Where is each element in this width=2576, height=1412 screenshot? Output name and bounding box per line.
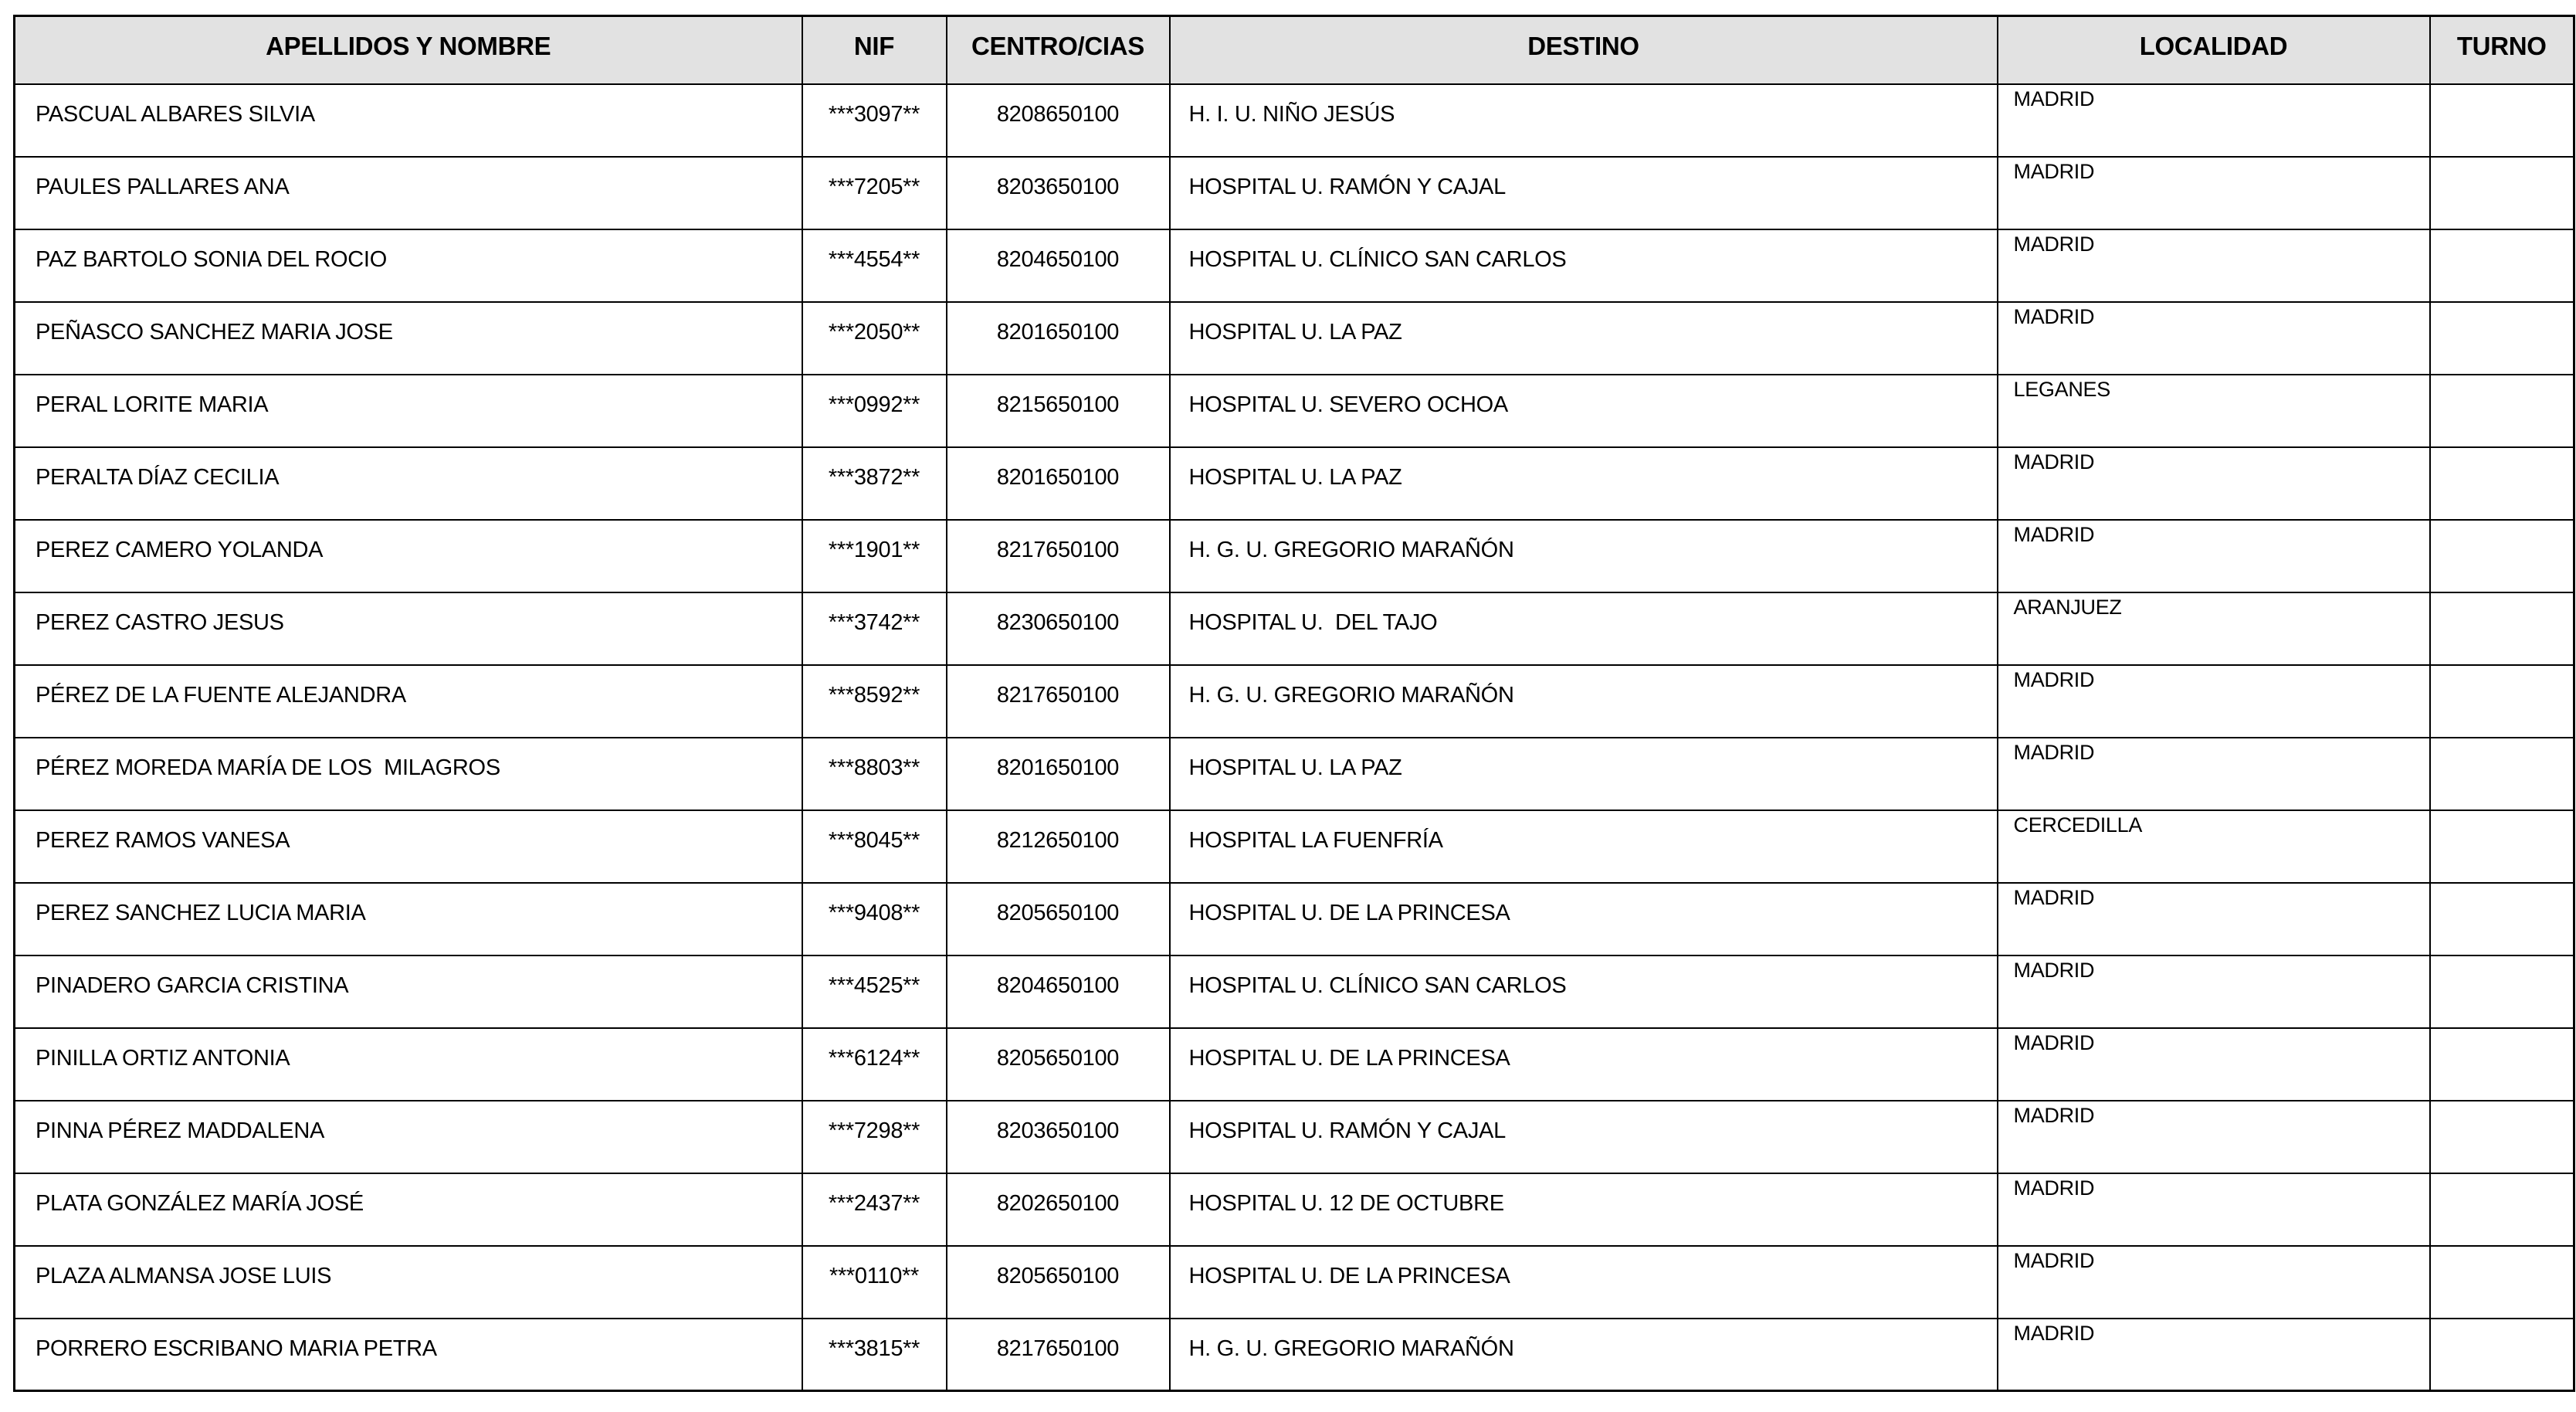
cell-localidad: LEGANES xyxy=(1998,375,2430,447)
cell-destino: HOSPITAL U. SEVERO OCHOA xyxy=(1170,375,1998,447)
cell-nif: ***4525** xyxy=(802,955,947,1028)
cell-centro-cias: 8203650100 xyxy=(947,157,1170,229)
cell-nif: ***0110** xyxy=(802,1246,947,1319)
cell-destino: HOSPITAL U. DE LA PRINCESA xyxy=(1170,1028,1998,1101)
cell-nif: ***9408** xyxy=(802,883,947,955)
cell-apellidos-nombre: PEÑASCO SANCHEZ MARIA JOSE xyxy=(15,302,802,375)
cell-apellidos-nombre: PERALTA DÍAZ CECILIA xyxy=(15,447,802,520)
cell-localidad: MADRID xyxy=(1998,1319,2430,1391)
cell-localidad: MADRID xyxy=(1998,738,2430,810)
cell-apellidos-nombre: PLATA GONZÁLEZ MARÍA JOSÉ xyxy=(15,1173,802,1246)
cell-turno xyxy=(2430,1101,2574,1173)
header-row xyxy=(15,16,2574,84)
table-row xyxy=(15,1246,2574,1319)
table-row xyxy=(15,1101,2574,1173)
table-row xyxy=(15,738,2574,810)
cell-nif: ***2050** xyxy=(802,302,947,375)
cell-apellidos-nombre: PERAL LORITE MARIA xyxy=(15,375,802,447)
cell-localidad: MADRID xyxy=(1998,1173,2430,1246)
table-row xyxy=(15,1173,2574,1246)
cell-nif: ***8592** xyxy=(802,665,947,738)
cell-centro-cias: 8205650100 xyxy=(947,883,1170,955)
table-row xyxy=(15,520,2574,592)
table-row xyxy=(15,592,2574,665)
cell-turno xyxy=(2430,1246,2574,1319)
column-header-turno: TURNO xyxy=(2430,16,2574,84)
table-row xyxy=(15,810,2574,883)
table-row xyxy=(15,302,2574,375)
cell-localidad: MADRID xyxy=(1998,520,2430,592)
cell-localidad: MADRID xyxy=(1998,447,2430,520)
cell-turno xyxy=(2430,665,2574,738)
cell-destino: HOSPITAL U. RAMÓN Y CAJAL xyxy=(1170,1101,1998,1173)
table-row xyxy=(15,1319,2574,1391)
column-header-localidad: LOCALIDAD xyxy=(1998,16,2430,84)
cell-centro-cias: 8205650100 xyxy=(947,1028,1170,1101)
column-header-destino: DESTINO xyxy=(1170,16,1998,84)
cell-turno xyxy=(2430,84,2574,157)
cell-apellidos-nombre: PEREZ RAMOS VANESA xyxy=(15,810,802,883)
cell-centro-cias: 8217650100 xyxy=(947,665,1170,738)
table-row xyxy=(15,375,2574,447)
cell-destino: HOSPITAL U. DEL TAJO xyxy=(1170,592,1998,665)
cell-nif: ***3872** xyxy=(802,447,947,520)
cell-destino: HOSPITAL U. DE LA PRINCESA xyxy=(1170,1246,1998,1319)
cell-destino: HOSPITAL U. LA PAZ xyxy=(1170,738,1998,810)
cell-destino: HOSPITAL U. DE LA PRINCESA xyxy=(1170,883,1998,955)
cell-localidad: CERCEDILLA xyxy=(1998,810,2430,883)
cell-centro-cias: 8202650100 xyxy=(947,1173,1170,1246)
cell-turno xyxy=(2430,520,2574,592)
cell-turno xyxy=(2430,810,2574,883)
cell-apellidos-nombre: PAULES PALLARES ANA xyxy=(15,157,802,229)
cell-localidad: MADRID xyxy=(1998,84,2430,157)
cell-destino: HOSPITAL U. RAMÓN Y CAJAL xyxy=(1170,157,1998,229)
column-header-nif: NIF xyxy=(802,16,947,84)
cell-apellidos-nombre: PASCUAL ALBARES SILVIA xyxy=(15,84,802,157)
cell-nif: ***7205** xyxy=(802,157,947,229)
cell-nif: ***7298** xyxy=(802,1101,947,1173)
cell-centro-cias: 8204650100 xyxy=(947,229,1170,302)
cell-turno xyxy=(2430,302,2574,375)
cell-apellidos-nombre: PEREZ CAMERO YOLANDA xyxy=(15,520,802,592)
cell-centro-cias: 8215650100 xyxy=(947,375,1170,447)
cell-centro-cias: 8230650100 xyxy=(947,592,1170,665)
table-row xyxy=(15,883,2574,955)
cell-destino: H. G. U. GREGORIO MARAÑÓN xyxy=(1170,665,1998,738)
cell-nif: ***3815** xyxy=(802,1319,947,1391)
cell-apellidos-nombre: PINADERO GARCIA CRISTINA xyxy=(15,955,802,1028)
cell-centro-cias: 8205650100 xyxy=(947,1246,1170,1319)
cell-destino: HOSPITAL U. 12 DE OCTUBRE xyxy=(1170,1173,1998,1246)
cell-destino: HOSPITAL U. CLÍNICO SAN CARLOS xyxy=(1170,229,1998,302)
cell-centro-cias: 8203650100 xyxy=(947,1101,1170,1173)
cell-nif: ***1901** xyxy=(802,520,947,592)
cell-destino: H. G. U. GREGORIO MARAÑÓN xyxy=(1170,1319,1998,1391)
cell-apellidos-nombre: PINNA PÉREZ MADDALENA xyxy=(15,1101,802,1173)
cell-nif: ***6124** xyxy=(802,1028,947,1101)
cell-nif: ***3742** xyxy=(802,592,947,665)
cell-turno xyxy=(2430,157,2574,229)
cell-turno xyxy=(2430,1173,2574,1246)
cell-apellidos-nombre: PÉREZ DE LA FUENTE ALEJANDRA xyxy=(15,665,802,738)
table-row xyxy=(15,665,2574,738)
cell-turno xyxy=(2430,883,2574,955)
cell-localidad: MADRID xyxy=(1998,1246,2430,1319)
cell-centro-cias: 8212650100 xyxy=(947,810,1170,883)
cell-nif: ***2437** xyxy=(802,1173,947,1246)
cell-localidad: MADRID xyxy=(1998,1101,2430,1173)
cell-centro-cias: 8217650100 xyxy=(947,1319,1170,1391)
cell-turno xyxy=(2430,592,2574,665)
cell-destino: HOSPITAL U. LA PAZ xyxy=(1170,302,1998,375)
table-row xyxy=(15,447,2574,520)
cell-centro-cias: 8208650100 xyxy=(947,84,1170,157)
cell-apellidos-nombre: PORRERO ESCRIBANO MARIA PETRA xyxy=(15,1319,802,1391)
column-header-apellidos-nombre: APELLIDOS Y NOMBRE xyxy=(15,16,802,84)
cell-apellidos-nombre: PINILLA ORTIZ ANTONIA xyxy=(15,1028,802,1101)
cell-centro-cias: 8204650100 xyxy=(947,955,1170,1028)
cell-nif: ***4554** xyxy=(802,229,947,302)
cell-turno xyxy=(2430,229,2574,302)
cell-turno xyxy=(2430,1319,2574,1391)
cell-destino: HOSPITAL LA FUENFRÍA xyxy=(1170,810,1998,883)
cell-localidad: MADRID xyxy=(1998,157,2430,229)
cell-localidad: MADRID xyxy=(1998,883,2430,955)
cell-turno xyxy=(2430,375,2574,447)
cell-apellidos-nombre: PAZ BARTOLO SONIA DEL ROCIO xyxy=(15,229,802,302)
cell-turno xyxy=(2430,447,2574,520)
table-row xyxy=(15,157,2574,229)
table-header xyxy=(15,16,2574,84)
cell-nif: ***8045** xyxy=(802,810,947,883)
cell-destino: H. I. U. NIÑO JESÚS xyxy=(1170,84,1998,157)
cell-centro-cias: 8201650100 xyxy=(947,302,1170,375)
cell-turno xyxy=(2430,1028,2574,1101)
cell-turno xyxy=(2430,955,2574,1028)
cell-apellidos-nombre: PLAZA ALMANSA JOSE LUIS xyxy=(15,1246,802,1319)
cell-localidad: MADRID xyxy=(1998,1028,2430,1101)
cell-localidad: ARANJUEZ xyxy=(1998,592,2430,665)
cell-localidad: MADRID xyxy=(1998,229,2430,302)
table-row xyxy=(15,1028,2574,1101)
cell-nif: ***8803** xyxy=(802,738,947,810)
staff-assignment-table xyxy=(13,15,2575,1392)
cell-turno xyxy=(2430,738,2574,810)
cell-localidad: MADRID xyxy=(1998,665,2430,738)
cell-centro-cias: 8217650100 xyxy=(947,520,1170,592)
cell-apellidos-nombre: PEREZ SANCHEZ LUCIA MARIA xyxy=(15,883,802,955)
table-body xyxy=(15,84,2574,1391)
table-row xyxy=(15,229,2574,302)
cell-apellidos-nombre: PEREZ CASTRO JESUS xyxy=(15,592,802,665)
column-header-centro-cias: CENTRO/CIAS xyxy=(947,16,1170,84)
cell-destino: HOSPITAL U. CLÍNICO SAN CARLOS xyxy=(1170,955,1998,1028)
table-row xyxy=(15,84,2574,157)
cell-nif: ***0992** xyxy=(802,375,947,447)
cell-localidad: MADRID xyxy=(1998,955,2430,1028)
cell-nif: ***3097** xyxy=(802,84,947,157)
cell-destino: HOSPITAL U. LA PAZ xyxy=(1170,447,1998,520)
cell-centro-cias: 8201650100 xyxy=(947,447,1170,520)
cell-localidad: MADRID xyxy=(1998,302,2430,375)
cell-centro-cias: 8201650100 xyxy=(947,738,1170,810)
table-row xyxy=(15,955,2574,1028)
cell-apellidos-nombre: PÉREZ MOREDA MARÍA DE LOS MILAGROS xyxy=(15,738,802,810)
cell-destino: H. G. U. GREGORIO MARAÑÓN xyxy=(1170,520,1998,592)
